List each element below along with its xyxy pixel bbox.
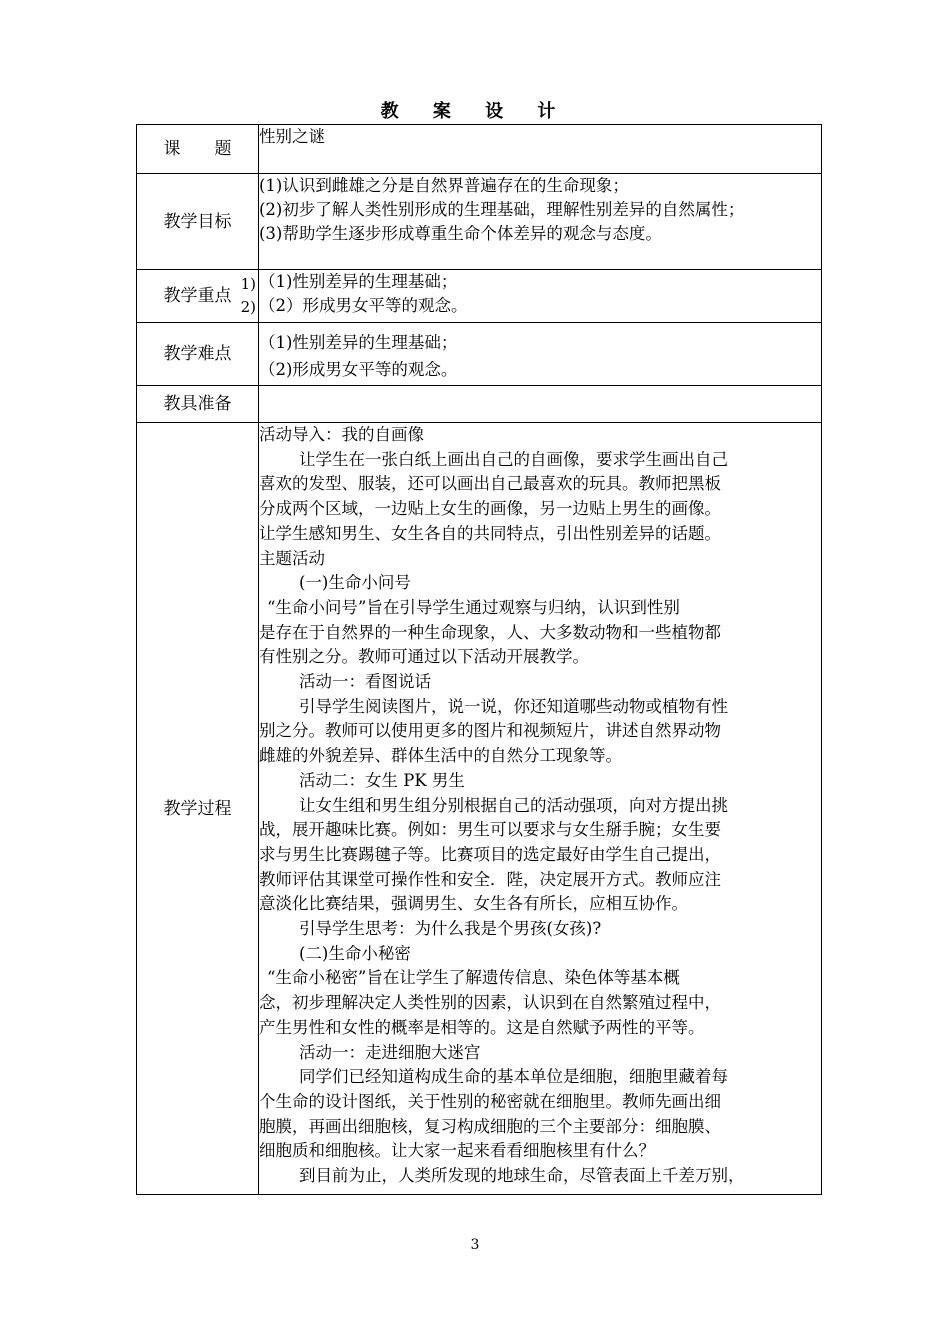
label-topic: 课 题 — [137, 125, 259, 174]
process-line: 引导学生阅读图片，说一说，你还知道哪些动物或植物有性 — [299, 696, 728, 716]
process-line: 同学们已经知道构成生命的基本单位是细胞，细胞里藏着每 — [299, 1067, 728, 1087]
process-line: (二)生命小秘密 — [299, 943, 411, 963]
process-line: 个生命的设计图纸，关于性别的秘密就在细胞里。教师先画出细 — [259, 1091, 721, 1111]
row-process — [137, 423, 822, 1195]
process-line: 教师评估其课堂可操作性和安全．陛，决定展开方式。教师应注 — [259, 869, 721, 889]
row-key-points — [137, 270, 822, 323]
difficulty-2: （2)形成男女平等的观念。 — [259, 360, 458, 379]
process-line: (一)生命小问号 — [299, 573, 411, 593]
label-difficulties: 教学难点 — [137, 323, 259, 386]
row-difficulties — [137, 323, 822, 386]
process-line: 求与男生比赛踢毽子等。比赛项目的选定最好由学生自己提出， — [259, 844, 721, 864]
goal-3: (3)帮助学生逐步形成尊重生命个体差异的观念与态度。 — [259, 224, 662, 243]
label-key-points — [137, 270, 259, 323]
content-process — [259, 423, 822, 1195]
process-line: 活动一：看图说话 — [299, 672, 431, 692]
row-materials — [137, 386, 822, 423]
process-line: 到目前为止，人类所发现的地球生命，尽管表面上千差万别， — [299, 1166, 745, 1186]
label-process: 教学过程 — [137, 423, 259, 1195]
key-points-label-text: 教学重点 — [163, 286, 232, 306]
key-marker-1: 1) — [240, 275, 256, 293]
goal-1: (1)认识到雌雄之分是自然界普遍存在的生命现象； — [259, 176, 629, 195]
key-point-2: （2）形成男女平等的观念。 — [259, 296, 468, 315]
document-title: 教 案 设 计 — [380, 101, 570, 122]
label-goals: 教学目标 — [137, 174, 259, 270]
content-key-points — [259, 270, 822, 323]
lesson-plan-table — [136, 124, 822, 1195]
process-line: 雌雄的外貌差异、群体生活中的自然分工现象等。 — [259, 746, 622, 766]
process-line: 让女生组和男生组分别根据自己的活动强项，向对方提出挑 — [299, 795, 728, 815]
process-line: 战，展开趣味比赛。例如：男生可以要求与女生掰手腕；女生要 — [259, 820, 721, 840]
page-number: 3 — [470, 1237, 480, 1253]
process-line: 胞膜，再画出细胞核，复习构成细胞的三个主要部分：细胞膜、 — [259, 1116, 721, 1136]
process-line: 活动二：女生 PK 男生 — [299, 770, 465, 790]
process-line: 细胞质和细胞核。让大家一起来看看细胞核里有什么？ — [259, 1141, 655, 1161]
row-topic — [137, 125, 822, 174]
content-topic — [259, 125, 822, 174]
process-line: 喜欢的发型、服装，还可以画出自己最喜欢的玩具。教师把黑板 — [259, 474, 721, 494]
process-line: “生命小问号”旨在引导学生通过观察与归纳，认识到性别 — [267, 597, 680, 617]
process-line: 产生男性和女性的概率是相等的。这是自然赋予两性的平等。 — [259, 1017, 705, 1037]
process-line: 意淡化比赛结果，强调男生、女生各有所长，应相互协作。 — [259, 894, 688, 914]
process-line: 有性别之分。教师可通过以下活动开展教学。 — [259, 647, 589, 667]
process-line: 是存在于自然界的一种生命现象，人、大多数动物和一些植物都 — [259, 622, 721, 642]
key-marker-2: 2) — [240, 298, 256, 316]
process-line: 让学生感知男生、女生各自的共同特点，引出性别差异的话题。 — [259, 523, 721, 543]
process-line: 念，初步理解决定人类性别的因素，认识到在自然繁殖过程中， — [259, 993, 721, 1013]
process-line: “生命小秘密”旨在让学生了解遗传信息、染色体等基本概 — [267, 968, 680, 988]
difficulty-1: （1)性别差异的生理基础； — [259, 333, 458, 352]
row-goals — [137, 174, 822, 270]
process-lines — [259, 423, 821, 1189]
content-goals — [259, 174, 822, 270]
process-line: 活动一：走进细胞大迷宫 — [299, 1042, 481, 1062]
label-materials: 教具准备 — [137, 386, 259, 423]
process-line: 引导学生思考：为什么我是个男孩(女孩)? — [299, 919, 602, 939]
key-point-1: （1)性别差异的生理基础； — [259, 272, 458, 291]
process-line: 活动导入：我的自画像 — [259, 425, 424, 444]
content-materials — [259, 386, 822, 423]
topic-text: 性别之谜 — [259, 127, 325, 146]
content-difficulties — [259, 323, 822, 386]
process-line: 主题活动 — [259, 548, 325, 568]
process-line: 让学生在一张白纸上画出自己的自画像，要求学生画出自己 — [299, 449, 728, 469]
process-line: 分成两个区域，一边贴上女生的画像，另一边贴上男生的画像。 — [259, 499, 721, 519]
goal-2: (2)初步了解人类性别形成的生理基础，理解性别差异的自然属性； — [259, 200, 745, 219]
process-line: 别之分。教师可以使用更多的图片和视频短片，讲述自然界动物 — [259, 721, 721, 741]
